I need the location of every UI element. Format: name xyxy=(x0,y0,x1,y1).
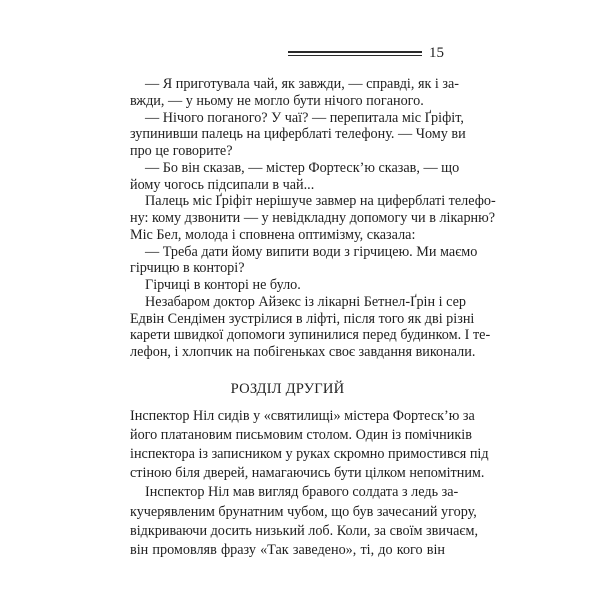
text-line: він промовляв фразу «Так заведено», ті, до кого він xyxy=(130,541,445,558)
text-line: Міс Бел, молода і сповнена оптимізму, сказала: xyxy=(130,226,416,243)
header-rule-thick xyxy=(288,51,422,53)
header-rule-thin xyxy=(288,55,422,56)
chapter-title: РОЗДІЛ ДРУГИЙ xyxy=(230,381,345,397)
text-line: лефон, і хлопчик на побігеньках своє завдання виконали. xyxy=(130,344,476,360)
text-line: Едвін Сендімен зустрілися в ліфті, після того як дві різні xyxy=(130,310,475,327)
text-line: вжди, — у ньому не могло бути нічого поганого. xyxy=(130,92,424,109)
text-line: — Я приготувала чай, як завжди, — справді, як і за- xyxy=(145,76,460,92)
text-line: карети швидкої допомоги зупинилися перед будинком. І те- xyxy=(130,327,491,344)
text-line: гірчицю в конторі? xyxy=(130,260,245,277)
page-number: 15 xyxy=(429,45,444,61)
text-line: Незабаром доктор Айзекс із лікарні Бетнел-Ґрін і сер xyxy=(145,293,466,310)
text-line: інспектора із записником у руках скромно примостився під xyxy=(130,446,489,463)
text-line: йому чогось підсипали в чай... xyxy=(130,176,315,193)
running-header xyxy=(288,44,448,64)
text-line: кучерявленим брунатним чубом, що був зачесаний угору, xyxy=(130,503,477,520)
text-line: стіною біля дверей, намагаючись бути цілком непомітним. xyxy=(130,465,485,482)
text-line: ну: кому дзвонити — у невідкладну допомогу чи в лікарню? xyxy=(130,210,496,226)
text-line: зупинивши палець на циферблаті телефону. — Чому ви xyxy=(130,126,466,143)
text-line: — Бо він сказав, — містер Фортеск’ю сказав, — що xyxy=(145,159,460,176)
text-line: відкриваючи досить низький лоб. Коли, за своїм звичаєм, xyxy=(130,522,479,539)
text-line: його платановим письмовим столом. Один із помічників xyxy=(130,427,472,444)
text-line: — Треба дати йому випити води з гірчицею. Ми маємо xyxy=(145,243,478,260)
text-line: Палець міс Ґріфіт нерішуче завмер на циферблаті телефо- xyxy=(145,193,496,210)
text-line: Інспектор Ніл мав вигляд бравого солдата з ледь за- xyxy=(145,484,459,501)
text-line: — Нічого поганого? У чаї? — перепитала міс Ґріфіт, xyxy=(145,109,464,126)
text-line: про це говорите? xyxy=(130,143,233,159)
text-line: Гірчиці в конторі не було. xyxy=(145,277,301,293)
text-line: Інспектор Ніл сидів у «святилищі» містера Фортеск’ю за xyxy=(130,408,475,424)
